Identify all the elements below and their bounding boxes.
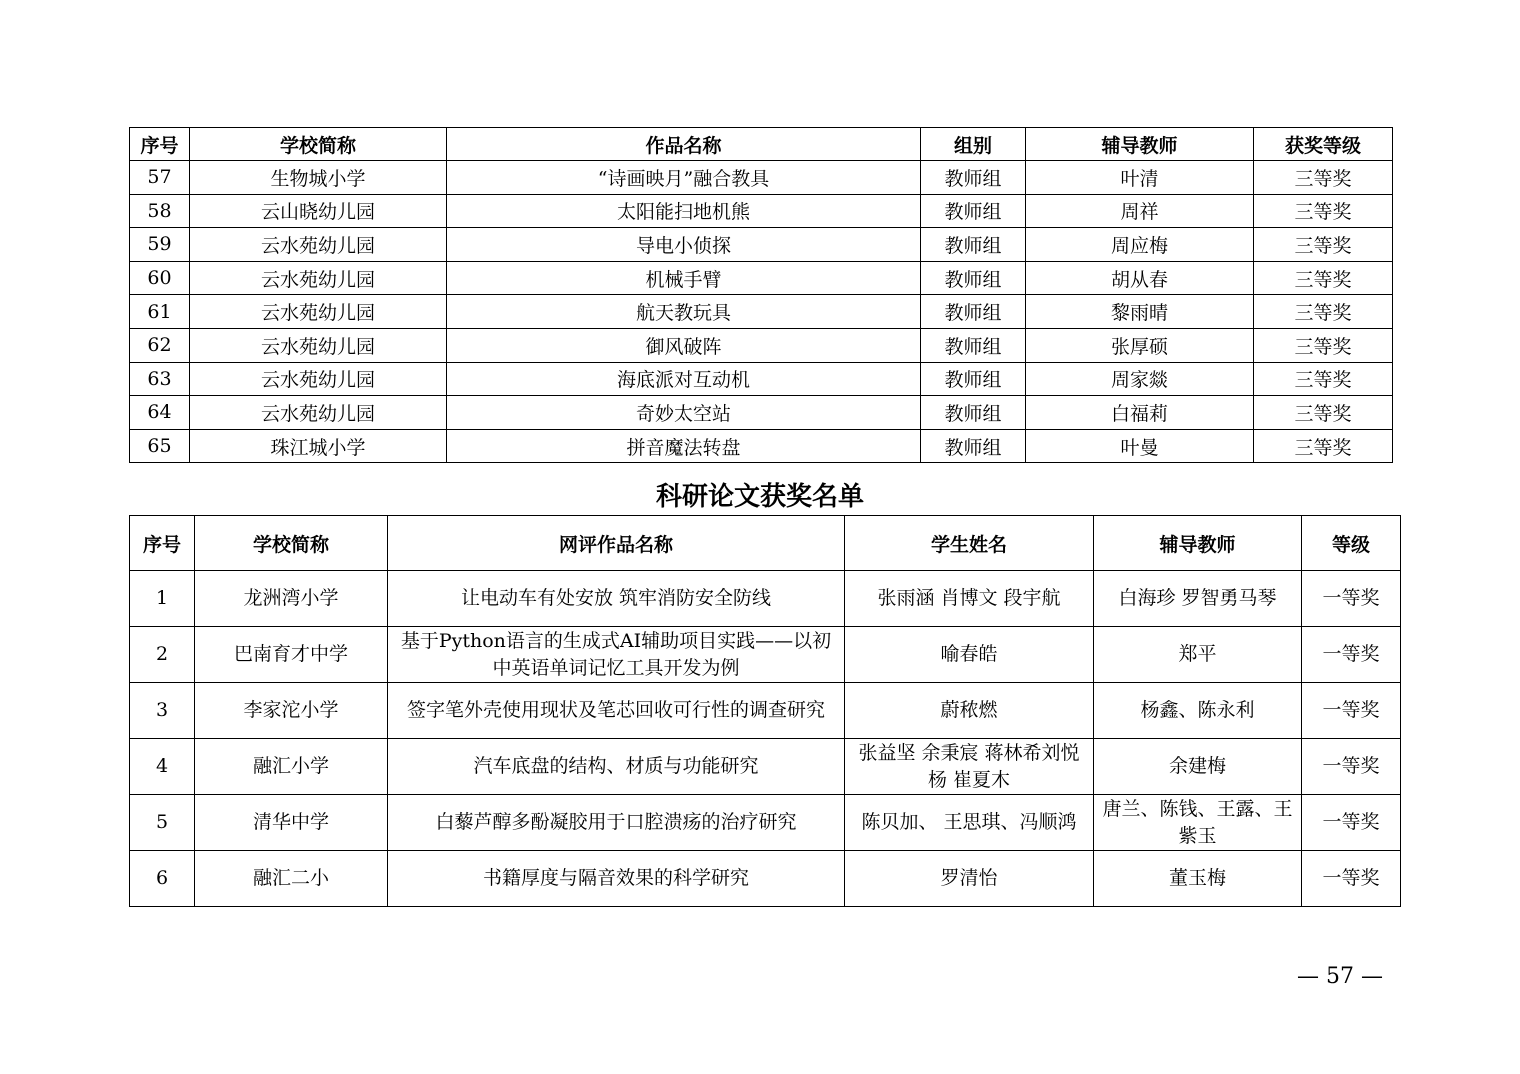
table-cell: 周家燚: [1026, 362, 1254, 396]
table-cell: 63: [130, 362, 190, 396]
table-cell: 航天教玩具: [447, 295, 921, 329]
table-cell: 李家沱小学: [195, 683, 388, 739]
table-row: [130, 683, 1401, 739]
table-cell: 生物城小学: [190, 161, 447, 195]
table-cell: 59: [130, 228, 190, 262]
table-cell: 黎雨晴: [1026, 295, 1254, 329]
table-cell: 杨鑫、陈永利: [1094, 683, 1302, 739]
table-cell: 蔚秾燃: [845, 683, 1094, 739]
header-cell: 等级: [1302, 516, 1401, 571]
table-cell: 白海珍 罗智勇马琴: [1094, 571, 1302, 627]
table-row: [130, 194, 1393, 228]
table-cell: 云水苑幼儿园: [190, 261, 447, 295]
header-cell: 获奖等级: [1254, 128, 1393, 161]
table-row: [130, 362, 1393, 396]
table-row: [130, 571, 1401, 627]
table-cell: 签字笔外壳使用现状及笔芯回收可行性的调查研究: [388, 683, 845, 739]
table-cell: 60: [130, 261, 190, 295]
table-cell: 导电小侦探: [447, 228, 921, 262]
table-cell: 白藜芦醇多酚凝胶用于口腔溃疡的治疗研究: [388, 795, 845, 851]
table-row: [130, 396, 1393, 430]
section-title: 科研论文获奖名单: [655, 482, 864, 512]
table-row: [130, 795, 1401, 851]
table-cell: 御风破阵: [447, 328, 921, 362]
table-row: [130, 851, 1401, 907]
table-cell: 张雨涵 肖博文 段宇航: [845, 571, 1094, 627]
table-cell: 三等奖: [1254, 161, 1393, 195]
table-row: [130, 429, 1393, 463]
table-cell: 周应梅: [1026, 228, 1254, 262]
table-cell: 融汇二小: [195, 851, 388, 907]
table-cell: 云水苑幼儿园: [190, 228, 447, 262]
table-cell: 65: [130, 429, 190, 463]
table-cell: 云水苑幼儿园: [190, 362, 447, 396]
table-cell: 教师组: [921, 261, 1026, 295]
table-cell: 三等奖: [1254, 295, 1393, 329]
table-cell: 三等奖: [1254, 261, 1393, 295]
table-cell: 一等奖: [1302, 683, 1401, 739]
table-cell: 胡从春: [1026, 261, 1254, 295]
header-cell: 作品名称: [447, 128, 921, 161]
table-cell: 让电动车有处安放 筑牢消防安全防线: [388, 571, 845, 627]
table-cell: 陈贝加、 王思琪、冯顺鸿: [845, 795, 1094, 851]
table-cell: “诗画映月”融合教具: [447, 161, 921, 195]
table-cell: 三等奖: [1254, 396, 1393, 430]
table-cell: 云水苑幼儿园: [190, 328, 447, 362]
table-cell: 3: [130, 683, 195, 739]
table-row: [130, 228, 1393, 262]
table-cell: 教师组: [921, 161, 1026, 195]
table-cell: 6: [130, 851, 195, 907]
table-cell: 云水苑幼儿园: [190, 295, 447, 329]
table-cell: 57: [130, 161, 190, 195]
table-cell: 叶清: [1026, 161, 1254, 195]
table-cell: 1: [130, 571, 195, 627]
table-cell: 拼音魔法转盘: [447, 429, 921, 463]
table-cell: 叶曼: [1026, 429, 1254, 463]
table-cell: 一等奖: [1302, 851, 1401, 907]
table-cell: 太阳能扫地机熊: [447, 194, 921, 228]
table-cell: 教师组: [921, 295, 1026, 329]
table-row: [130, 261, 1393, 295]
table-cell: 张益坚 余秉宸 蒋林希刘悦杨 崔夏木: [845, 739, 1094, 795]
table-cell: 郑平: [1094, 627, 1302, 683]
awards-table-teacher-group: [129, 127, 1393, 463]
table-cell: 三等奖: [1254, 429, 1393, 463]
header-cell: 辅导教师: [1094, 516, 1302, 571]
table-cell: 周祥: [1026, 194, 1254, 228]
table-cell: 机械手臂: [447, 261, 921, 295]
table-cell: 唐兰、陈钱、王露、王紫玉: [1094, 795, 1302, 851]
table-cell: 汽车底盘的结构、材质与功能研究: [388, 739, 845, 795]
table-cell: 白福莉: [1026, 396, 1254, 430]
table-row: [130, 161, 1393, 195]
header-cell: 序号: [130, 516, 195, 571]
table-cell: 喻春皓: [845, 627, 1094, 683]
table-cell: 三等奖: [1254, 328, 1393, 362]
table-header-row: [130, 516, 1401, 571]
table-cell: 一等奖: [1302, 571, 1401, 627]
table-cell: 云山晓幼儿园: [190, 194, 447, 228]
table-cell: 云水苑幼儿园: [190, 396, 447, 430]
table-cell: 三等奖: [1254, 228, 1393, 262]
table-cell: 教师组: [921, 228, 1026, 262]
table-row: [130, 295, 1393, 329]
table-cell: 珠江城小学: [190, 429, 447, 463]
header-cell: 学生姓名: [845, 516, 1094, 571]
table-cell: 海底派对互动机: [447, 362, 921, 396]
table-row: [130, 739, 1401, 795]
table-cell: 龙洲湾小学: [195, 571, 388, 627]
table-cell: 64: [130, 396, 190, 430]
table-cell: 余建梅: [1094, 739, 1302, 795]
table-cell: 张厚硕: [1026, 328, 1254, 362]
table-cell: 书籍厚度与隔音效果的科学研究: [388, 851, 845, 907]
table-cell: 罗清怡: [845, 851, 1094, 907]
header-cell: 学校简称: [195, 516, 388, 571]
table-cell: 三等奖: [1254, 362, 1393, 396]
table-cell: 清华中学: [195, 795, 388, 851]
page-number: — 57 —: [1297, 964, 1383, 989]
table-cell: 奇妙太空站: [447, 396, 921, 430]
table-cell: 5: [130, 795, 195, 851]
table-cell: 61: [130, 295, 190, 329]
table-cell: 4: [130, 739, 195, 795]
table-cell: 教师组: [921, 362, 1026, 396]
table-cell: 董玉梅: [1094, 851, 1302, 907]
table-cell: 2: [130, 627, 195, 683]
table-cell: 教师组: [921, 396, 1026, 430]
header-cell: 组别: [921, 128, 1026, 161]
table-cell: 58: [130, 194, 190, 228]
table-row: [130, 627, 1401, 683]
table-header-row: [130, 128, 1393, 161]
header-cell: 序号: [130, 128, 190, 161]
table-cell: 教师组: [921, 194, 1026, 228]
table-cell: 三等奖: [1254, 194, 1393, 228]
header-cell: 辅导教师: [1026, 128, 1254, 161]
table-cell: 一等奖: [1302, 627, 1401, 683]
table-cell: 巴南育才中学: [195, 627, 388, 683]
table-cell: 基于Python语言的生成式AI辅助项目实践——以初中英语单词记忆工具开发为例: [388, 627, 845, 683]
table-cell: 教师组: [921, 328, 1026, 362]
table-row: [130, 328, 1393, 362]
table-cell: 62: [130, 328, 190, 362]
table-cell: 教师组: [921, 429, 1026, 463]
header-cell: 学校简称: [190, 128, 447, 161]
table-cell: 一等奖: [1302, 795, 1401, 851]
table-cell: 一等奖: [1302, 739, 1401, 795]
awards-table-research-papers: [129, 515, 1401, 907]
table-cell: 融汇小学: [195, 739, 388, 795]
header-cell: 网评作品名称: [388, 516, 845, 571]
